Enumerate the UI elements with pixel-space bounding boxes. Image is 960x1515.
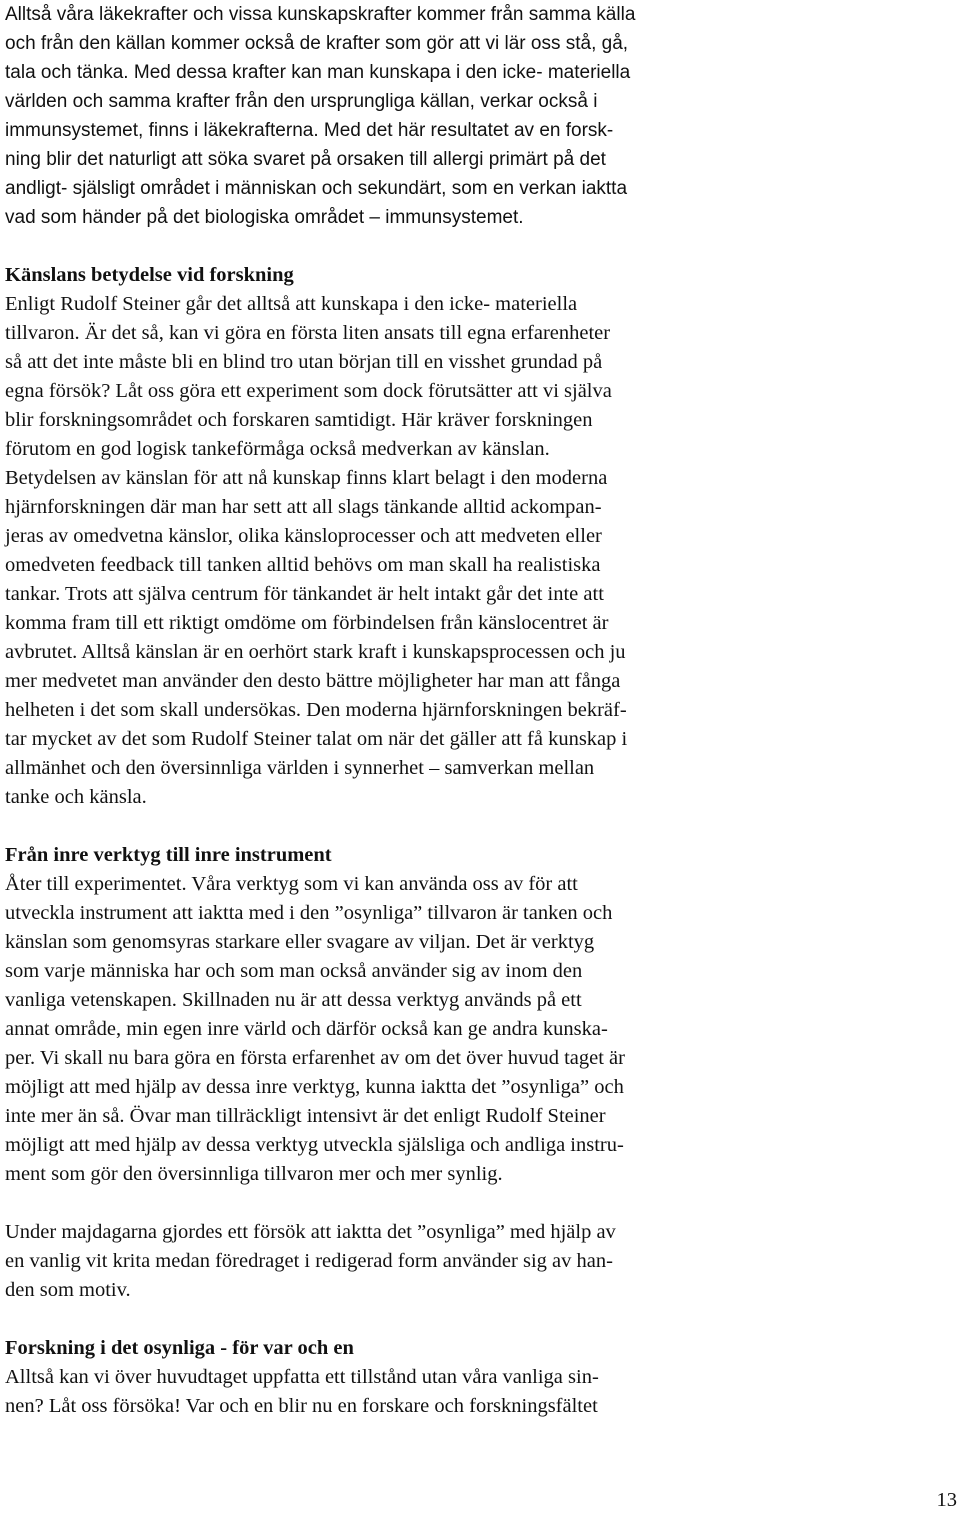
section-heading: Forskning i det osynliga - för var och en bbox=[5, 1337, 354, 1359]
text-line: ning blir det naturligt att söka svaret på orsaken till allergi primärt på det bbox=[5, 149, 606, 170]
text-line: Betydelsen av känslan för att nå kunskap finns klart belagt i den moderna bbox=[5, 467, 608, 489]
text-line: tala och tänka. Med dessa krafter kan man kunskapa i den icke- materiella bbox=[5, 62, 631, 83]
text-line: Alltså våra läkekrafter och vissa kunskapskrafter kommer från samma källa bbox=[5, 4, 636, 25]
text-line: som varje människa har och som man också använder sig av inom den bbox=[5, 960, 583, 982]
text-line: möjligt att med hjälp av dessa inre verktyg, kunna iaktta det ”osynliga” och bbox=[5, 1076, 624, 1098]
intro-paragraph bbox=[5, 0, 780, 232]
text-line: Åter till experimentet. Våra verktyg som vi kan använda oss av för att bbox=[5, 873, 578, 895]
text-line: helheten i det som skall undersökas. Den moderna hjärnforskningen bekräf- bbox=[5, 699, 627, 721]
text-line: inte mer än så. Övar man tillräckligt intensivt är det enligt Rudolf Steiner bbox=[5, 1105, 606, 1127]
section-paragraph bbox=[5, 1218, 780, 1305]
text-line: mer medvetet man använder den desto bättre möjligheter har man att fånga bbox=[5, 670, 621, 692]
page-number: 13 bbox=[936, 1489, 957, 1511]
text-line: avbrutet. Alltså känslan är en oerhört stark kraft i kunskapsprocessen och ju bbox=[5, 641, 626, 663]
text-line: så att det inte måste bli en blind tro utan början till en visshet grundad på bbox=[5, 351, 603, 373]
text-line: världen och samma krafter från den ursprungliga källan, verkar också i bbox=[5, 91, 598, 112]
section-heading: Från inre verktyg till inre instrument bbox=[5, 844, 332, 866]
paragraph-spacer bbox=[5, 1189, 780, 1218]
text-line: allmänhet och den översinnliga världen i synnerhet – samverkan mellan bbox=[5, 757, 595, 779]
text-line: och från den källan kommer också de krafter som gör att vi lär oss stå, gå, bbox=[5, 33, 629, 54]
section-paragraph bbox=[5, 1363, 780, 1421]
text-line: förutom en god logisk tankeförmåga också medverkan av känslan. bbox=[5, 438, 550, 460]
text-line: tankar. Trots att själva centrum för tänkandet är helt intakt går det inte att bbox=[5, 583, 604, 605]
text-line: hjärnforskningen där man har sett att all slags tänkande alltid ackompan- bbox=[5, 496, 602, 518]
text-line: Under majdagarna gjordes ett försök att iaktta det ”osynliga” med hjälp av bbox=[5, 1221, 616, 1243]
text-line: omedveten feedback till tanken alltid behövs om man skall ha realistiska bbox=[5, 554, 601, 576]
paragraph-spacer bbox=[5, 1305, 780, 1334]
paragraph-spacer bbox=[5, 232, 780, 261]
section-heading: Känslans betydelse vid forskning bbox=[5, 264, 294, 286]
text-line: utveckla instrument att iaktta med i den ”osynliga” tillvaron är tanken och bbox=[5, 902, 613, 924]
text-line: Alltså kan vi över huvudtaget uppfatta ett tillstånd utan våra vanliga sin- bbox=[5, 1366, 599, 1388]
text-line: möjligt att med hjälp av dessa verktyg utveckla själsliga och andliga instru- bbox=[5, 1134, 624, 1156]
text-line: vad som händer på det biologiska området – immunsystemet. bbox=[5, 207, 524, 228]
text-line: tanke och känsla. bbox=[5, 786, 147, 808]
text-line: tillvaron. Är det så, kan vi göra en första liten ansats till egna erfarenheter bbox=[5, 322, 611, 344]
section-paragraph bbox=[5, 290, 780, 812]
text-line: jeras av omedvetna känslor, olika känsloprocesser och att medveten eller bbox=[5, 525, 602, 547]
section-paragraph bbox=[5, 870, 780, 1189]
text-line: Enligt Rudolf Steiner går det alltså att kunskapa i den icke- materiella bbox=[5, 293, 578, 315]
text-line: immunsystemet, finns i läkekrafterna. Med det här resultatet av en forsk- bbox=[5, 120, 614, 141]
text-line: andligt- själsligt området i människan och sekundärt, som en verkan iaktta bbox=[5, 178, 628, 199]
text-line: per. Vi skall nu bara göra en första erfarenhet av om det över huvud taget är bbox=[5, 1047, 625, 1069]
text-line: tar mycket av det som Rudolf Steiner talat om när det gäller att få kunskap i bbox=[5, 728, 628, 750]
document-page bbox=[5, 0, 780, 1421]
text-line: nen? Låt oss försöka! Var och en blir nu en forskare och forskningsfältet bbox=[5, 1395, 598, 1417]
text-line: vanliga vetenskapen. Skillnaden nu är att dessa verktyg används på ett bbox=[5, 989, 582, 1011]
text-line: den som motiv. bbox=[5, 1279, 131, 1301]
text-line: en vanlig vit krita medan föredraget i redigerad form använder sig av han- bbox=[5, 1250, 613, 1272]
text-line: ment som gör den översinnliga tillvaron mer och mer synlig. bbox=[5, 1163, 503, 1185]
paragraph-spacer bbox=[5, 812, 780, 841]
text-line: känslan som genomsyras starkare eller svagare av viljan. Det är verktyg bbox=[5, 931, 595, 953]
text-line: komma fram till ett riktigt omdöme om förbindelsen från känslocentret är bbox=[5, 612, 609, 634]
text-line: annat område, min egen inre värld och därför också kan ge andra kunska- bbox=[5, 1018, 608, 1040]
text-line: egna försök? Låt oss göra ett experiment som dock förutsätter att vi själva bbox=[5, 380, 612, 402]
text-line: blir forskningsområdet och forskaren samtidigt. Här kräver forskningen bbox=[5, 409, 593, 431]
